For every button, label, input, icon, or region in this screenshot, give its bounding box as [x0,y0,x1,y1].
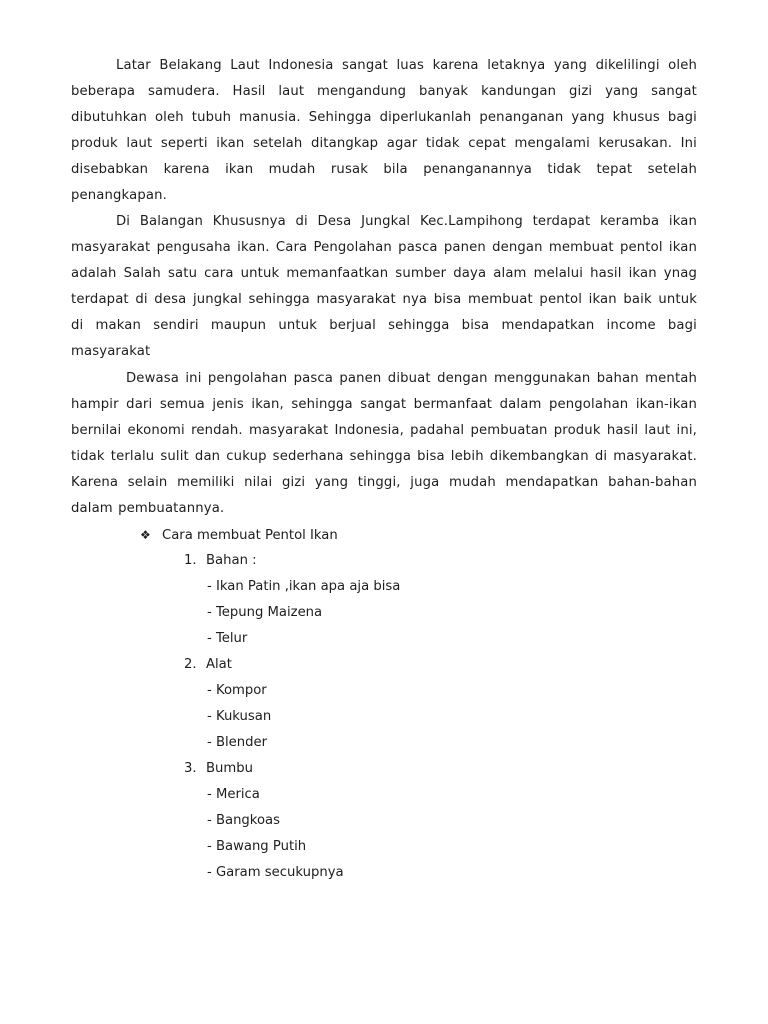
list-item: - Kukusan [207,709,272,724]
list-number: 2. [184,657,197,672]
list-item: - Blender [207,735,268,750]
section-title: Bumbu [206,761,253,776]
section-title: Alat [206,657,232,672]
list-item-section-bumbu [184,756,253,782]
list-item: - Garam secukupnya [207,865,344,880]
recipe-heading [140,522,338,549]
paragraph-processing: Dewasa ini pengolahan pasca panen dibuat dengan menggunakan bahan mentah hampir dari semua jenis ikan, sehingga sangat bermanfaat dalam pengolahan ikan-ikan bernilai ekonomi rendah. masyarakat Indonesia, padahal pembuatan produk hasil laut ini, tidak terlalu sulit dan cukup sederhana sehingga bisa lebih dikembangkan di masyarakat. Karena selain memiliki nilai gizi yang tinggi, juga mudah mendapatkan bahan-bahan dalam pembuatannya. [71,371,697,516]
diamond-bullet-icon: ❖ [140,528,151,542]
list-item: - Telur [207,631,248,646]
list-item: - Bawang Putih [207,839,307,854]
recipe-heading-text: Cara membuat Pentol Ikan [162,528,338,543]
list-item: - Kompor [207,683,267,698]
list-item-section-bahan [184,548,257,574]
list-item: - Ikan Patin ,ikan apa aja bisa [207,579,401,594]
list-item: - Merica [207,787,260,802]
paragraph-background: Latar Belakang Laut Indonesia sangat luas karena letaknya yang dikelilingi oleh beberapa samudera. Hasil laut mengandung banyak kandungan gizi yang sangat dibutuhkan oleh tubuh manusia. Sehingga diperlukanlah penanganan yang khusus bagi produk laut seperti ikan setelah ditangkap agar tidak cepat mengalami kerusakan. Ini disebabkan karena ikan mudah rusak bila penanganannya tidak tepat setelah penangkapan. [71,58,697,203]
list-number: 3. [184,761,197,776]
list-item: - Bangkoas [207,813,280,828]
list-number: 1. [184,553,197,568]
section-title: Bahan : [206,553,257,568]
paragraph-balangan: Di Balangan Khususnya di Desa Jungkal Kec.Lampihong terdapat keramba ikan masyarakat pengusaha ikan. Cara Pengolahan pasca panen dengan membuat pentol ikan adalah Salah satu cara untuk memanfaatkan sumber daya alam melalui hasil ikan ynag terdapat di desa jungkal sehingga masyarakat nya bisa membuat pentol ikan baik untuk di makan sendiri maupun untuk berjual sehingga bisa mendapatkan income bagi masyarakat [71,214,697,359]
list-item: - Tepung Maizena [207,605,323,620]
list-item-section-alat [184,652,232,678]
